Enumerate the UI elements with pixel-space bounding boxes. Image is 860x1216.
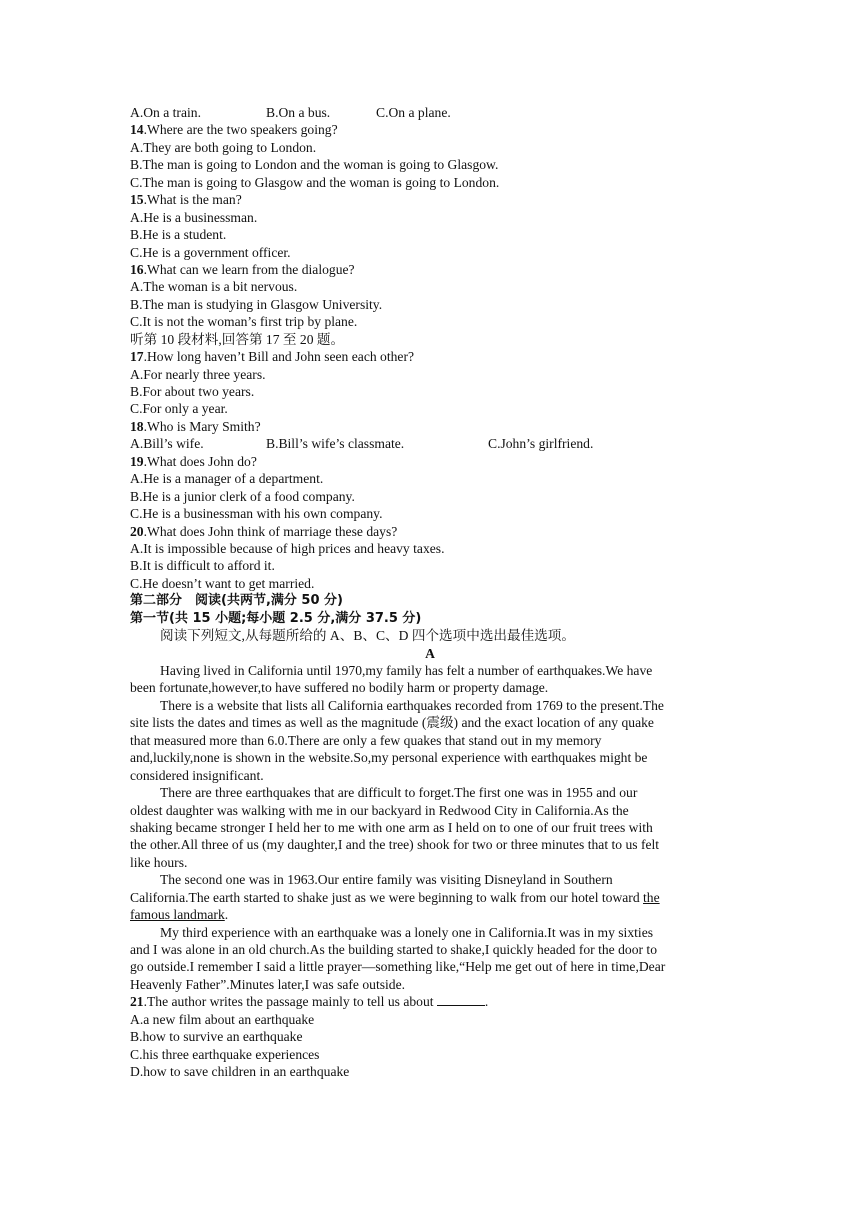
passage-p4-line xyxy=(130,889,730,906)
q17-text: .How long haven’t Bill and John seen each other? xyxy=(143,349,415,365)
passage-p2-line: and,luckily,none is shown in the website.So,my personal experience with earthquakes might be xyxy=(130,750,648,766)
underlined-phrase-start: the xyxy=(643,889,660,905)
q15-stem xyxy=(130,191,730,208)
passage-p5-line: Heavenly Father”.Minutes later,I was safe outside. xyxy=(130,976,406,992)
passage-p4-line: The second one was in 1963.Our entire family was visiting Disneyland in Southern xyxy=(160,872,613,888)
passage-p3-line: the other.All three of us (my daughter,I and the tree) shook for two or three minutes that to us felt xyxy=(130,837,660,853)
q20-option-a: A.It is impossible because of high prices and heavy taxes. xyxy=(130,540,445,556)
q20-text: .What does John think of marriage these days? xyxy=(143,523,398,539)
q19-option-c: C.He is a businessman with his own company. xyxy=(130,506,383,522)
q16-stem xyxy=(130,261,730,278)
q14-stem xyxy=(130,121,730,138)
q18-option-a: A.Bill’s wife. xyxy=(130,436,204,452)
q18-option-c: C.John’s girlfriend. xyxy=(488,436,594,452)
q19-number: 19 xyxy=(130,453,144,469)
q14-text: .Where are the two speakers going? xyxy=(143,122,338,138)
q15-text: .What is the man? xyxy=(143,192,242,208)
q21-stem xyxy=(130,993,730,1010)
passage-p2-line: site lists the dates and times as well as the magnitude (震级) and the exact location of any quake xyxy=(130,715,654,731)
q19-option-a: A.He is a manager of a department. xyxy=(130,471,324,487)
q16-text: .What can we learn from the dialogue? xyxy=(143,261,355,277)
q13-options xyxy=(130,104,730,121)
q16-option-a: A.The woman is a bit nervous. xyxy=(130,279,298,295)
q17-option-a: A.For nearly three years. xyxy=(130,366,266,382)
q20-stem xyxy=(130,523,730,540)
q21-option-c: C.his three earthquake experiences xyxy=(130,1046,320,1062)
q16-number: 16 xyxy=(130,261,144,277)
q20-number: 20 xyxy=(130,523,144,539)
q19-stem xyxy=(130,453,730,470)
passage-p5-line: go outside.I remember I said a little prayer—something like,“Help me get out of here in time,Dear xyxy=(130,959,666,975)
section1-heading: 第一节(共 15 小题;每小题 2.5 分,满分 37.5 分) xyxy=(130,610,422,626)
q13-option-a: A.On a train. xyxy=(130,105,201,120)
section1-instruction: 阅读下列短文,从每题所给的 A、B、C、D 四个选项中选出最佳选项。 xyxy=(160,628,575,644)
q18-number: 18 xyxy=(130,418,144,434)
passage-p1-line: Having lived in California until 1970,my family has felt a number of earthquakes.We have xyxy=(160,663,653,678)
q15-option-c: C.He is a government officer. xyxy=(130,244,291,260)
passage-p5-line: My third experience with an earthquake was a lonely one in California.It was in my sixties xyxy=(160,924,654,940)
q14-option-a: A.They are both going to London. xyxy=(130,139,317,155)
q18-option-b: B.Bill’s wife’s classmate. xyxy=(266,436,405,452)
q14-option-c: C.The man is going to Glasgow and the woman is going to London. xyxy=(130,174,500,190)
q19-text: .What does John do? xyxy=(143,453,257,469)
q13-option-c: C.On a plane. xyxy=(376,105,451,120)
q17-number: 17 xyxy=(130,349,144,365)
passage-p3-line: There are three earthquakes that are difficult to forget.The first one was in 1955 and our xyxy=(160,785,638,801)
q20-option-c: C.He doesn’t want to get married. xyxy=(130,575,315,591)
q17-option-c: C.For only a year. xyxy=(130,401,228,417)
passage-p3-line: oldest daughter was walking with me in our backyard in Redwood City in California.As the xyxy=(130,802,629,818)
q16-option-c: C.It is not the woman’s first trip by plane. xyxy=(130,314,358,330)
passage-p2-line: that measured more than 6.0.There are only a few quakes that stand out in my memory xyxy=(130,732,602,748)
q17-stem xyxy=(130,348,730,365)
q14-number: 14 xyxy=(130,122,144,138)
q18-text: .Who is Mary Smith? xyxy=(143,418,261,434)
q18-options xyxy=(130,435,730,452)
q19-option-b: B.He is a junior clerk of a food company. xyxy=(130,488,355,504)
q15-number: 15 xyxy=(130,192,144,208)
passage-p1-line: been fortunate,however,to have suffered no bodily harm or property damage. xyxy=(130,680,549,696)
passage-letter: A xyxy=(425,645,435,661)
passage-p2-line: There is a website that lists all California earthquakes recorded from 1769 to the present.The xyxy=(160,697,664,713)
passage-p4-line xyxy=(130,906,730,923)
q15-option-b: B.He is a student. xyxy=(130,227,227,243)
q18-stem xyxy=(130,418,730,435)
answer-blank xyxy=(437,993,485,1006)
passage-p3-line: shaking became stronger I held her to me with one arm as I held on to one of our fruit trees with xyxy=(130,819,653,835)
part2-heading: 第二部分 阅读(共两节,满分 50 分) xyxy=(130,593,343,609)
exam-page xyxy=(130,104,730,1081)
q14-option-b: B.The man is going to London and the woman is going to Glasgow. xyxy=(130,157,499,173)
section10-instruction: 听第 10 段材料,回答第 17 至 20 题。 xyxy=(130,331,345,347)
q21-option-a: A.a new film about an earthquake xyxy=(130,1011,315,1027)
passage-p3-line: like hours. xyxy=(130,854,188,870)
q21-text-end: . xyxy=(484,994,489,1010)
passage-p2-line: considered insignificant. xyxy=(130,767,264,783)
q21-option-b: B.how to survive an earthquake xyxy=(130,1029,303,1045)
underlined-phrase-end: famous landmark xyxy=(130,907,225,923)
passage-p4-text: California.The earth started to shake just as we were beginning to walk from our hotel toward xyxy=(130,889,644,905)
q21-option-d: D.how to save children in an earthquake xyxy=(130,1064,350,1080)
q20-option-b: B.It is difficult to afford it. xyxy=(130,558,275,574)
q15-option-a: A.He is a businessman. xyxy=(130,209,258,225)
q13-option-b: B.On a bus. xyxy=(266,105,331,120)
q16-option-b: B.The man is studying in Glasgow University. xyxy=(130,296,383,312)
q17-option-b: B.For about two years. xyxy=(130,384,255,399)
q21-number: 21 xyxy=(130,994,144,1010)
q21-text: .The author writes the passage mainly to tell us about xyxy=(143,994,437,1010)
passage-p5-line: and I was alone in an old church.As the building started to shake,I quickly headed for the door to xyxy=(130,942,657,957)
passage-p4-period: . xyxy=(224,907,229,923)
